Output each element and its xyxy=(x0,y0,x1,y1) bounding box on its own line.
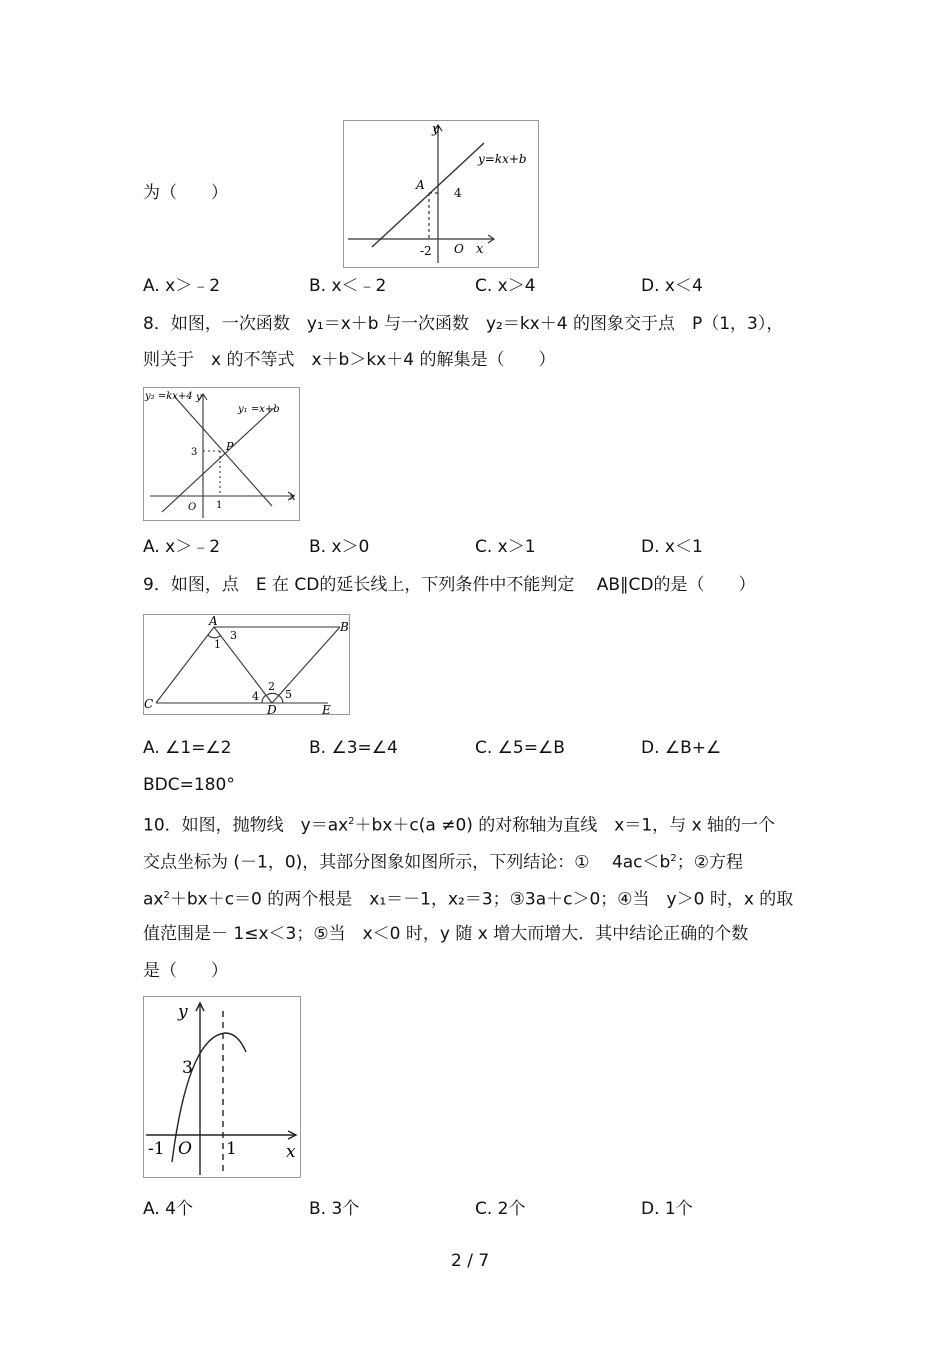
q9-line-1: 9．如图，点 E 在 CD的延长线上，下列条件中不能判定 AB∥CD的是（ ） xyxy=(143,575,756,595)
q10-one: 1 xyxy=(226,1139,237,1159)
q7-line-label: y=kx+b xyxy=(478,152,527,166)
q10-option-a: A. 4个 xyxy=(143,1199,193,1219)
q10-line-3: $ax^2+bx+c=0$ 的两个根是 x₁＝－1，x₂＝3；③3a＋c＞0；④当 y＞0 时，x 的取 xyxy=(143,889,794,910)
q9-segment-bd xyxy=(272,627,340,703)
q9-option-d: D. ∠B+∠ xyxy=(641,738,722,758)
q10-option-b: B. 3个 xyxy=(309,1199,360,1219)
q7-x-value: -2 xyxy=(420,244,432,258)
q8-line1-label: y₁ =x+b xyxy=(238,404,280,415)
q8-line-2: 则关于 x 的不等式 x＋b＞kx＋4 的解集是（ ） xyxy=(143,350,556,370)
q8-y-value: 3 xyxy=(191,447,198,458)
q10-x-label: x xyxy=(286,1142,296,1162)
q9-angle-4: 4 xyxy=(252,690,259,703)
q8-option-b: B. x＞0 xyxy=(309,537,370,557)
q10-figure xyxy=(143,996,301,1178)
q8-line-1: 8．如图，一次函数 y₁＝x＋b 与一次函数 y₂＝kx＋4 的图象交于点 P（1，3）， xyxy=(143,314,784,334)
q9-label-c: C xyxy=(144,697,154,711)
q8-option-d: D. x＜1 xyxy=(641,537,703,557)
q8-x-value: 1 xyxy=(216,500,223,511)
q7-line xyxy=(372,143,484,247)
q10-y-value: 3 xyxy=(182,1058,193,1078)
q9-label-b: B xyxy=(340,620,349,634)
q9-figure xyxy=(143,614,350,715)
q9-angle-1: 1 xyxy=(214,638,221,651)
q8-y-label: y xyxy=(196,392,202,403)
q8-option-c: C. x＞1 xyxy=(475,537,536,557)
q8-option-a: A. x＞﹣2 xyxy=(143,537,221,557)
q10-line-2: 交点坐标为 (－1，0)，其部分图象如图所示，下列结论：① $4ac<b^2$；②方程 xyxy=(143,852,743,873)
q7-figure xyxy=(343,120,539,268)
q9-segment-ad xyxy=(214,627,272,703)
q10-line-4: 值范围是－ 1≤x＜3；⑤当 x＜0 时，y 随 x 增大而增大．其中结论正确的个数 xyxy=(143,924,749,944)
q7-option-b: B. x＜﹣2 xyxy=(309,276,387,296)
q10-neg-one: -1 xyxy=(148,1139,165,1159)
q10-origin: O xyxy=(178,1139,192,1159)
q7-origin: O xyxy=(454,242,464,256)
q8-origin: O xyxy=(188,502,197,513)
q8-figure xyxy=(143,387,300,521)
q7-x-label: x xyxy=(476,242,484,257)
q9-label-e: E xyxy=(322,703,331,714)
q7-option-a: A. x＞﹣2 xyxy=(143,276,221,296)
q7-tail: 为（ ） xyxy=(143,183,228,203)
q9-angle-2: 2 xyxy=(268,680,275,693)
q7-point-label: A xyxy=(416,178,425,192)
q9-angle-5: 5 xyxy=(285,688,292,701)
q9-angle-3: 3 xyxy=(230,629,237,642)
q7-option-d: D. x＜4 xyxy=(641,276,703,296)
q7-y-value: 4 xyxy=(454,186,462,200)
q8-line2-label: y₂ =kx+4 xyxy=(145,391,193,402)
q10-option-c: C. 2个 xyxy=(475,1199,526,1219)
q10-y-label: y xyxy=(178,1002,188,1022)
q9-label-a: A xyxy=(209,615,218,628)
q9-option-d-continued: BDC=180° xyxy=(143,775,235,795)
q7-y-label: y xyxy=(432,122,440,137)
q8-point-label: P xyxy=(226,440,234,453)
q9-option-c: C. ∠5=∠B xyxy=(475,738,565,758)
page-number: 2 / 7 xyxy=(451,1251,490,1271)
q10-line-5: 是（ ） xyxy=(143,961,228,981)
q10-line-1: 10．如图，抛物线 $y=ax^2+bx+c(a \ne 0)$ 的对称轴为直线 x＝1，与 x 轴的一个 xyxy=(143,815,776,836)
q9-label-d: D xyxy=(267,703,277,714)
q9-option-b: B. ∠3=∠4 xyxy=(309,738,398,758)
q8-x-label: x xyxy=(290,492,296,503)
q10-option-d: D. 1个 xyxy=(641,1199,693,1219)
q9-segment-ac xyxy=(156,627,214,703)
q9-option-a: A. ∠1=∠2 xyxy=(143,738,232,758)
q7-option-c: C. x＞4 xyxy=(475,276,536,296)
